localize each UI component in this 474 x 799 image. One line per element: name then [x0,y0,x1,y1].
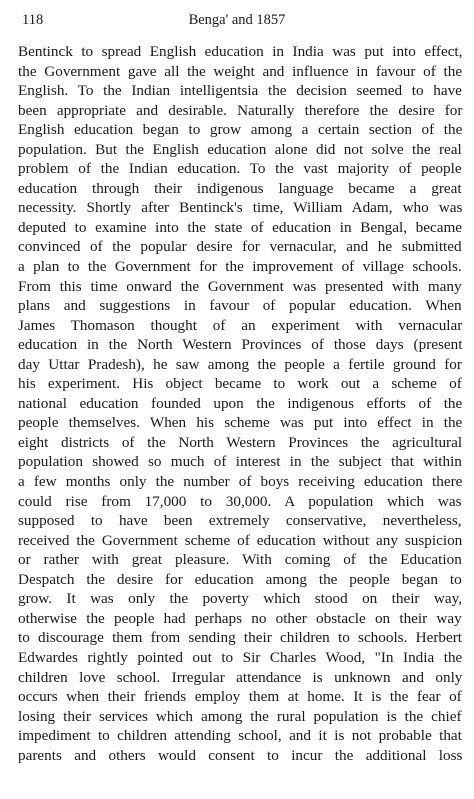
text-line: losing their services which among the rural population is the chief [18,707,462,725]
text-line: parents and others would consent to incur the additional loss [18,746,463,764]
page-number: 118 [22,12,44,28]
text-line: James Thomason thought of an experiment with vernacular [18,316,463,334]
text-line: his experiment. His object became to work out a scheme of [18,375,462,393]
text-line: received the Government scheme of education without any suspicion [18,531,463,549]
text-line: population. But the English education alone did not solve the real [18,140,462,158]
text-line: necessity. Shortly after Bentinck's time, William Adam, who was [18,199,463,217]
text-line: Despatch the desire for education among the people began to [18,570,462,588]
text-line: the Government gave all the weight and influence in favour of the [18,62,463,80]
text-line: population showed so much of interest in the subject that within [18,453,462,471]
text-line: a plan to the Government for the improvement of village schools. [18,258,462,276]
text-line: day Uttar Pradesh), he saw among the people a fertile ground for [18,355,462,373]
text-line: occurs when their friends employ them at home. It is the fear of [18,688,462,706]
text-line: been appropriate and desirable. Naturally therefore the desire for [18,101,463,119]
text-line: could rise from 17,000 to 30,000. A population which was [18,492,462,510]
text-line: a few months only the number of boys receiving education there [18,473,463,491]
text-line: English. To the Indian intelligentsia the decision seemed to have [18,82,462,100]
text-line: children love school. Irregular attendance is unknown and only [18,668,463,686]
text-line: education through their indigenous language became a great [18,179,462,197]
text-line: national education founded upon the indigenous efforts of the [18,394,463,412]
text-line: Edwardes rightly pointed out to Sir Charles Wood, "In India the [18,648,463,666]
body-text [18,42,462,765]
text-line: education in the North Western Provinces of those days (present [18,336,463,354]
text-line: Bentinck to spread English education in India was put into effect, [18,43,463,60]
text-line: plans and suggestions in favour of popular education. When [18,297,462,315]
text-line: supposed to have been extremely conservative, nevertheless, [18,512,462,530]
text-line: problem of the Indian education. To the vast majority of people [18,160,462,178]
text-line: deputed to examine into the state of education in Bengal, became [18,218,463,236]
text-line: convinced of the popular desire for vernacular, and he submitted [18,238,462,256]
text-line: impediment to children attending school, and it is not probable that [18,727,462,745]
text-line: to discourage them from sending their children to schools. Herbert [18,629,463,647]
text-line: or rather with great pleasure. With coming of the Education [18,551,462,569]
page-header [22,12,452,34]
text-line: otherwise the people had perhaps no other obstacle on their way [18,609,462,627]
text-line: English education began to grow among a certain section of the [18,121,463,139]
running-title: Benga' and 1857 [188,12,286,28]
text-line: people themselves. When his scheme was put into effect in the [18,414,463,432]
text-line: eight districts of the North Western Provinces the agricultural [18,433,463,451]
text-line: grow. It was only the poverty which stood on their way, [18,590,462,608]
text-line: From this time onward the Government was presented with many [18,277,462,295]
